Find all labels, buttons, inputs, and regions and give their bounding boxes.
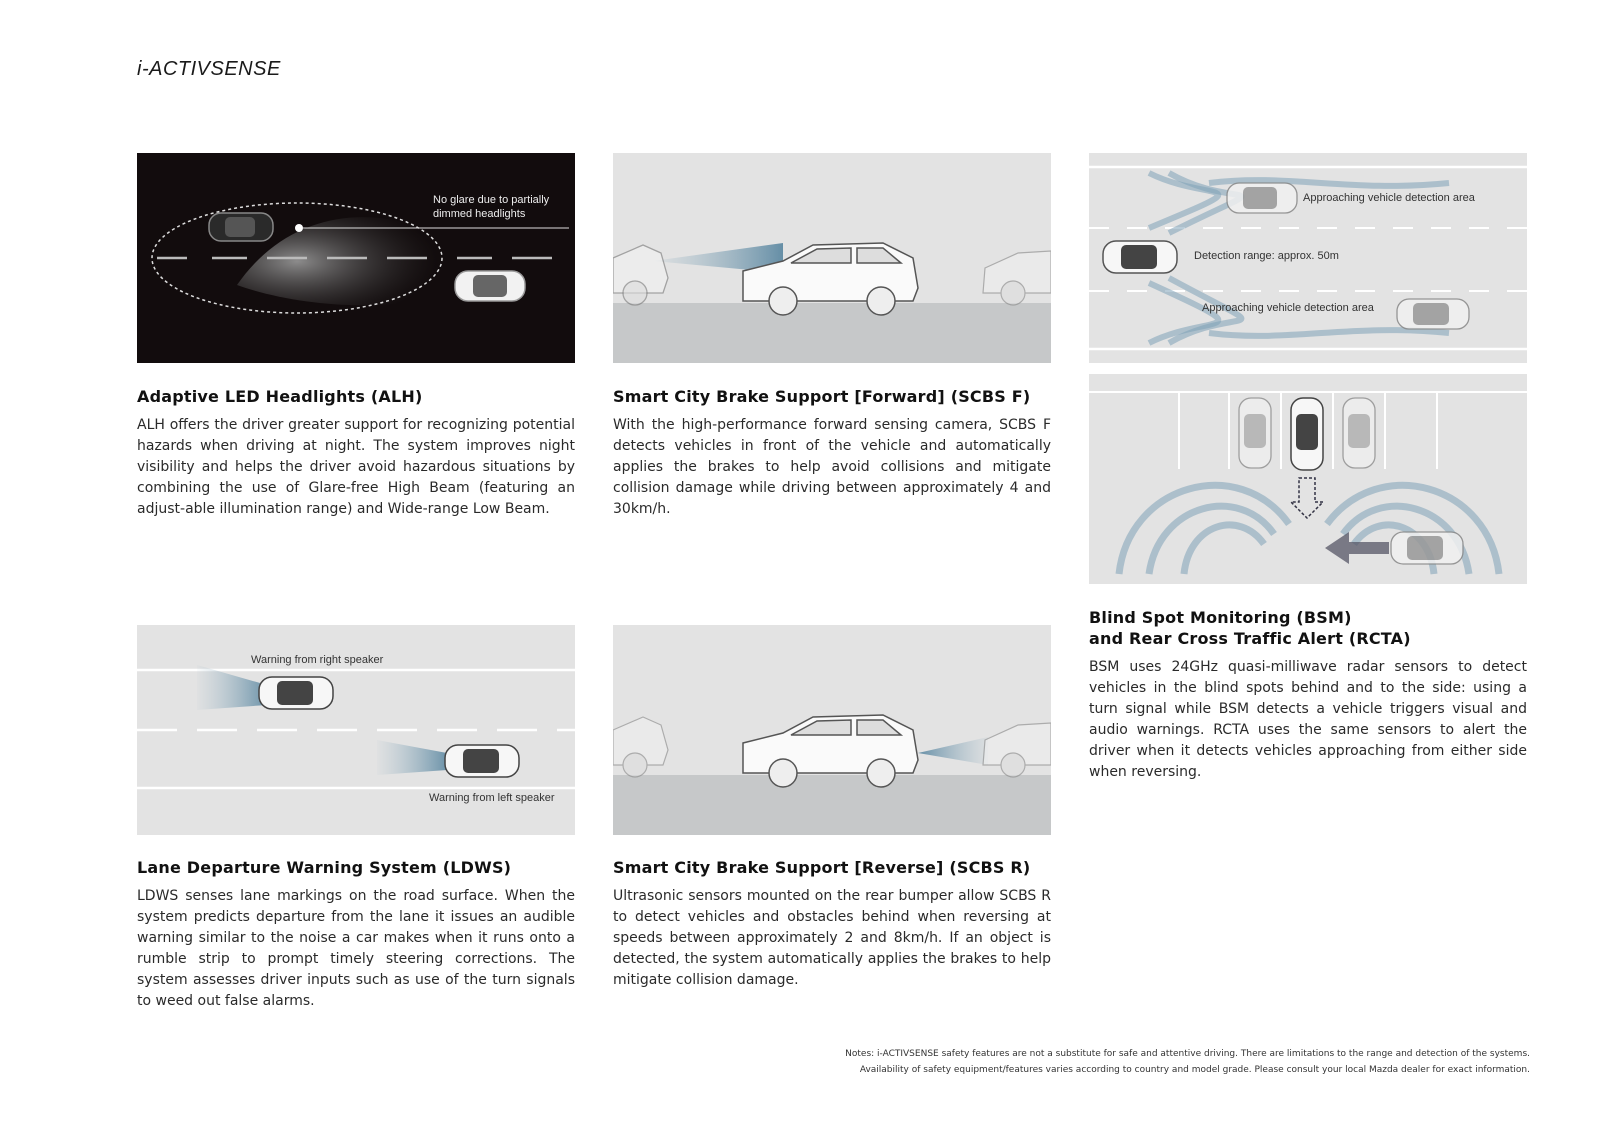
alh-label-1: No glare due to partially [433,194,550,206]
scbsf-diagram [613,153,1051,363]
rcta-diagram [1089,374,1527,584]
parked-car-right [1343,398,1375,468]
bsm-label-top: Approaching vehicle detection area [1303,192,1475,204]
parked-car-left [1239,398,1271,468]
bsm-title [1089,607,1527,649]
ldws-diagram [137,625,575,835]
bsm-label-mid: Detection range: approx. 50m [1194,250,1339,262]
approaching-car-top [1227,183,1297,213]
oncoming-car [209,213,273,241]
alh-illustration [137,153,575,363]
bsm-body: BSM uses 24GHz quasi-milliwave radar sensors to detect vehicles in the blind spots behind and to the side: using a turn signal while BSM detects a vehicle triggers visual and audio warnings. RCTA uses the same sensors to alert the driver when it detects vehicles approaching from either side when reversing. [1089,659,1527,780]
scbsr-diagram [613,625,1051,835]
bsm-section [1089,607,1527,783]
bsm-illustration [1089,153,1527,363]
car-right-warning [259,677,333,709]
host-car [455,271,525,301]
scbsf-title: Smart City Brake Support [Forward] (SCBS F) [613,387,1031,406]
bsm-label-bottom: Approaching vehicle detection area [1202,302,1374,314]
scbsr-title: Smart City Brake Support [Reverse] (SCBS R) [613,858,1031,877]
bsm-diagram [1089,153,1527,363]
scbsr-body: Ultrasonic sensors mounted on the rear bumper allow SCBS R to detect vehicles and obstacles behind when reversing at speeds between approximately 2 and 8km/h. If an object is detected, the system automatically applies the brakes to help mitigate collision damage. [613,888,1051,988]
ldws-body: LDWS senses lane markings on the road surface. When the system predicts departure from the lane it issues an audible warning similar to the noise a car makes when it runs onto a rumble strip to prompt timely steering corrections. The system assesses driver inputs such as use of the turn signals to weed out false alarms. [137,888,575,1009]
scbsf-section [613,386,1051,520]
scbsr-section [613,857,1051,991]
scbsf-illustration [613,153,1051,363]
footnote-line2: Availability of safety equipment/features varies according to country and model grade. Please consult your local Mazda dealer for exact information. [859,1065,1530,1075]
bsm-title-line2: and Rear Cross Traffic Alert (RCTA) [1089,629,1411,648]
scbsf-body: With the high-performance forward sensing camera, SCBS F detects vehicles in front of the vehicle and automatically applies the brakes to help avoid collisions and mitigate collision damage while driving between approximately 4 and 30km/h. [613,417,1051,517]
ldws-label-left: Warning from left speaker [429,792,555,804]
ldws-illustration [137,625,575,835]
reversing-car [1291,398,1323,470]
alh-diagram [137,153,575,363]
alh-title: Adaptive LED Headlights (ALH) [137,387,423,406]
alh-section [137,386,575,520]
ldws-section [137,857,575,1012]
cross-traffic-car [1391,532,1463,564]
approaching-car-bottom [1397,299,1469,329]
bsm-title-line1: Blind Spot Monitoring (BSM) [1089,608,1352,627]
ldws-title: Lane Departure Warning System (LDWS) [137,858,512,877]
scbsr-illustration [613,625,1051,835]
footnotes [845,1046,1530,1078]
car-left-warning [445,745,519,777]
host-car [1103,241,1177,273]
brand-logo: i-ACTIVSENSE [137,58,281,80]
footnote-line1: Notes: i-ACTIVSENSE safety features are not a substitute for safe and attentive driving. There are limitations to the range and detection of the systems. [845,1049,1530,1059]
rcta-illustration [1089,374,1527,584]
alh-label-2: dimmed headlights [433,208,526,220]
ldws-label-right: Warning from right speaker [251,654,384,666]
alh-body: ALH offers the driver greater support for recognizing potential hazards when driving at night. The system improves night visibility and helps the driver avoid hazardous situations by combining the use of Glare-free High Beam (featuring an adjust-able illumination range) and Wide-range Low Beam. [137,417,575,517]
